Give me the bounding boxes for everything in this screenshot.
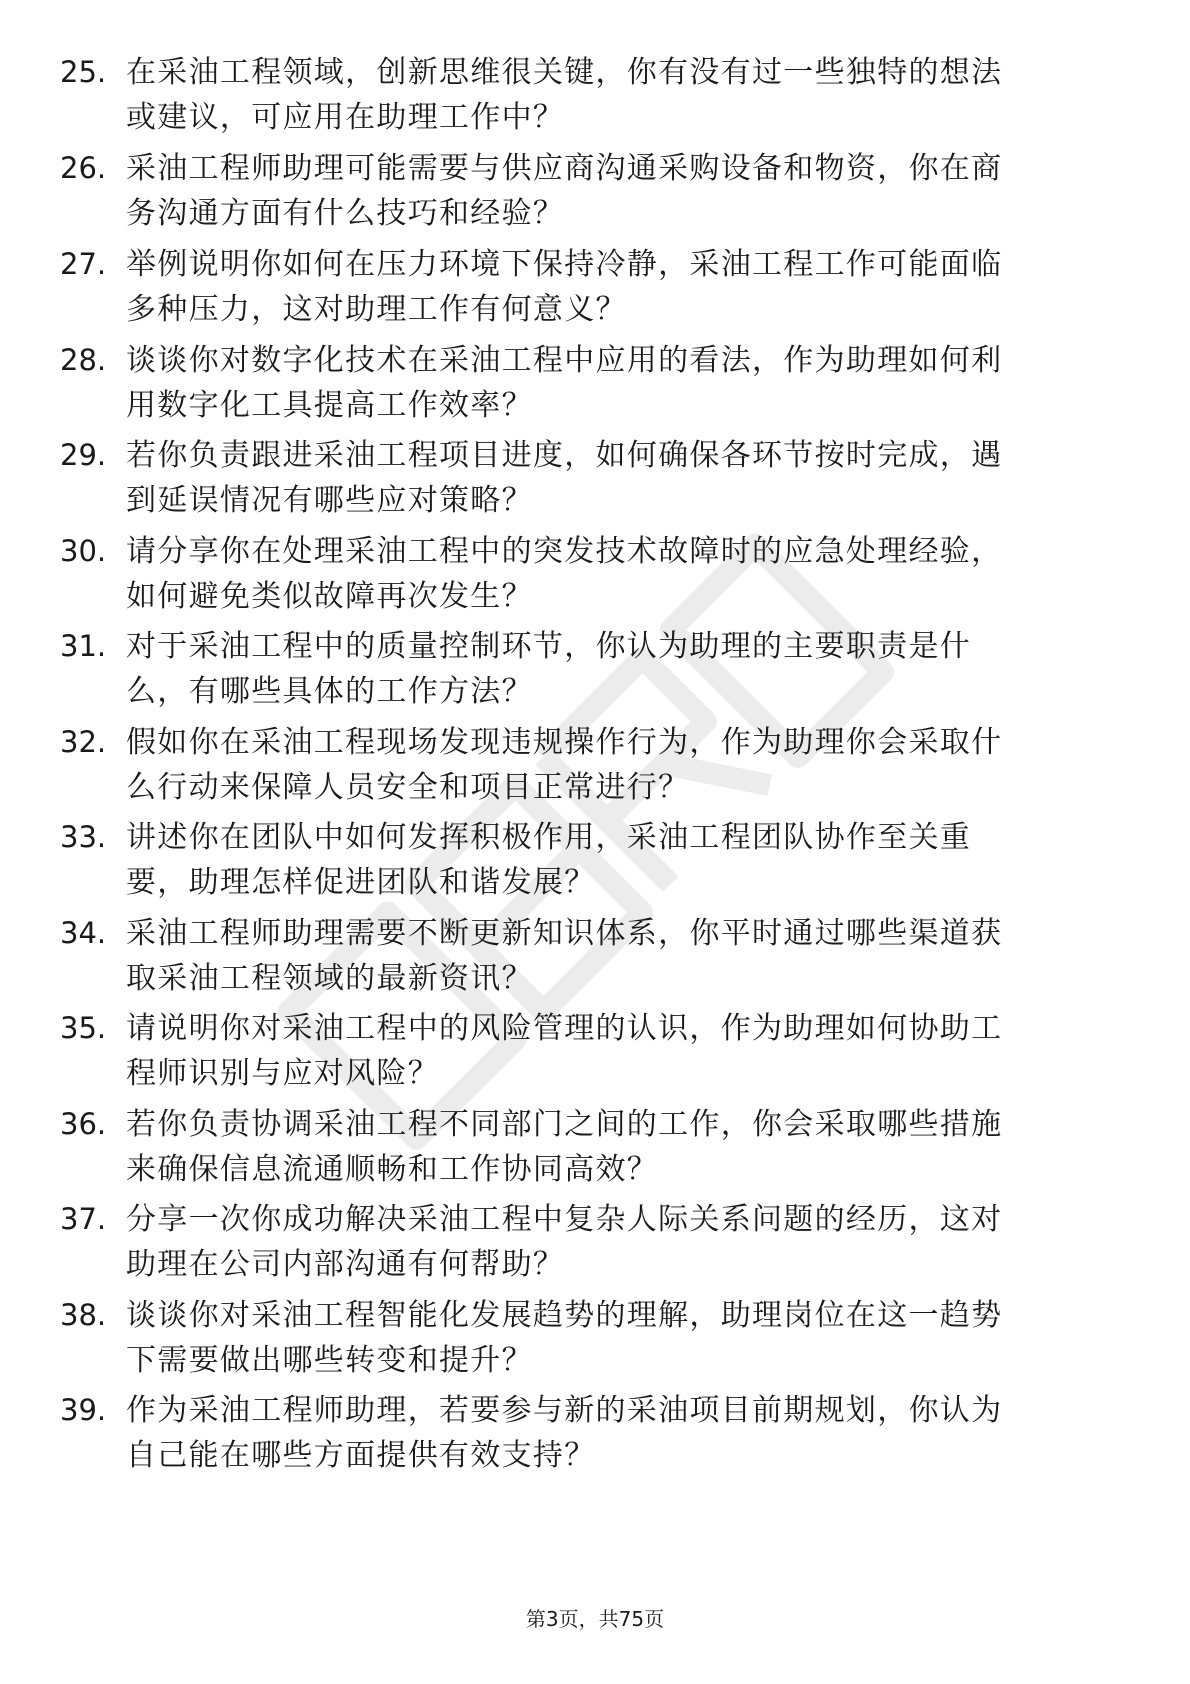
question-line: 举例说明你如何在压力环境下保持冷静，采油工程工作可能面临 [126,247,1003,282]
question-line: 谈谈你对数字化技术在采油工程中应用的看法，作为助理如何利 [126,343,1003,378]
question-number: 38. [60,1298,107,1332]
question-text [126,1006,1126,1096]
question-line: 假如你在采油工程现场发现违规操作行为，作为助理你会采取什 [126,725,1003,760]
question-line: 用数字化工具提高工作效率？ [126,388,533,423]
question-text [126,50,1126,140]
question-line: 采油工程师助理可能需要与供应商沟通采购设备和物资，你在商 [126,151,1003,186]
question-line: 如何避免类似故障再次发生？ [126,579,533,614]
question-number: 32. [60,725,107,759]
question-number: 35. [60,1011,107,1045]
question-line: 多种压力，这对助理工作有何意义？ [126,292,627,327]
question-line: 下需要做出哪些转变和提升？ [126,1343,533,1378]
question-line: 采油工程师助理需要不断更新知识体系，你平时通过哪些渠道获 [126,916,1003,951]
question-line: 作为采油工程师助理，若要参与新的采油项目前期规划，你认为 [126,1393,1003,1428]
question-line: 若你负责跟进采油工程项目进度，如何确保各环节按时完成，遇 [126,438,1003,473]
question-line: 讲述你在团队中如何发挥积极作用，采油工程团队协作至关重 [126,820,972,855]
question-line: 来确保信息流通顺畅和工作协同高效？ [126,1152,659,1187]
question-text [126,624,1126,714]
question-line: 取采油工程领域的最新资讯？ [126,961,533,996]
question-line: 请说明你对采油工程中的风险管理的认识，作为助理如何协助工 [126,1011,1003,1046]
question-text [126,720,1126,810]
question-line: 或建议，可应用在助理工作中？ [126,100,565,135]
question-line: 么，有哪些具体的工作方法？ [126,674,533,709]
question-number: 33. [60,820,107,854]
question-number: 28. [60,343,107,377]
question-text [126,146,1126,236]
question-line: 要，助理怎样促进团队和谐发展？ [126,865,596,900]
question-text [126,1293,1126,1383]
question-text [126,529,1126,619]
question-line: 请分享你在处理采油工程中的突发技术故障时的应急处理经验， [126,534,1003,569]
question-number: 26. [60,151,107,185]
question-number: 36. [60,1107,107,1141]
question-text [126,1102,1126,1192]
question-text [126,1388,1126,1478]
question-number: 29. [60,438,107,472]
page-number-footer: 第3页，共75页 [525,1607,665,1631]
question-text [126,433,1126,523]
question-line: 谈谈你对采油工程智能化发展趋势的理解，助理岗位在这一趋势 [126,1298,1003,1333]
question-number: 27. [60,247,107,281]
question-text [126,242,1126,332]
question-line: 在采油工程领域，创新思维很关键，你有没有过一些独特的想法 [126,55,1003,90]
question-text [126,1197,1126,1287]
question-text [126,338,1126,428]
question-line: 么行动来保障人员安全和项目正常进行？ [126,770,690,805]
question-line: 到延误情况有哪些应对策略？ [126,483,533,518]
question-number: 39. [60,1393,107,1427]
question-line: 程师识别与应对风险？ [126,1056,439,1091]
question-text [126,815,1126,905]
question-number: 37. [60,1202,107,1236]
question-number: 30. [60,534,107,568]
question-number: 25. [60,55,107,89]
question-text [126,911,1126,1001]
question-line: 分享一次你成功解决采油工程中复杂人际关系问题的经历，这对 [126,1202,1003,1237]
question-line: 若你负责协调采油工程不同部门之间的工作，你会采取哪些措施 [126,1107,1003,1142]
question-line: 助理在公司内部沟通有何帮助？ [126,1247,565,1282]
question-number: 31. [60,629,107,663]
question-number: 34. [60,916,107,950]
question-line: 自己能在哪些方面提供有效支持？ [126,1438,596,1473]
question-line: 务沟通方面有什么技巧和经验？ [126,196,565,231]
question-line: 对于采油工程中的质量控制环节，你认为助理的主要职责是什 [126,629,972,664]
